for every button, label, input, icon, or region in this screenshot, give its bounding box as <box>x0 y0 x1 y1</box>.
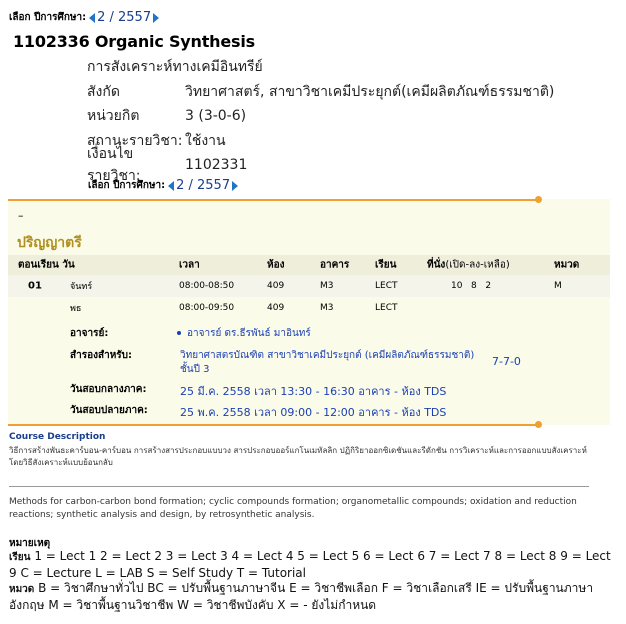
course-description-title: Course Description <box>9 432 106 442</box>
info-row-credits <box>87 104 554 129</box>
table-header <box>8 255 610 275</box>
header-section-day: ตอนเรียน วัน <box>18 259 75 271</box>
semester-selector-top <box>9 10 159 25</box>
instructor-link[interactable] <box>177 326 311 341</box>
midterm-row <box>0 382 626 398</box>
row-time: 08:00-09:50 <box>179 303 235 313</box>
row-building: M3 <box>320 281 334 291</box>
next-semester-arrow-icon[interactable] <box>232 181 238 191</box>
schedule-table <box>8 255 610 319</box>
bullet-icon <box>177 331 181 335</box>
instructor-row <box>0 326 626 340</box>
row-building: M3 <box>320 303 334 313</box>
header-seats <box>427 258 510 273</box>
instructor-name: อาจารย์ ดร.ธีรพันธ์ มาอินทร์ <box>187 328 311 339</box>
info-key: สังกัด <box>87 83 120 100</box>
degree-label: ปริญญาตรี <box>17 235 82 251</box>
course-title: 1102336 Organic Synthesis <box>13 32 255 51</box>
row-seats: 10 8 2 <box>451 281 492 291</box>
notes-study-text: 1 = Lect 1 2 = Lect 2 3 = Lect 3 4 = Lect 4 5 = Lect 5 6 = Lect 6 7 = Lect 7 8 = Lect 8 9 = Lect 9 C = Lecture L = LAB S = Self Study T = Tutorial <box>9 549 611 580</box>
midterm-label: วันสอบกลางภาค: <box>70 384 147 395</box>
row-type: LECT <box>375 303 398 313</box>
divider-bottom <box>8 424 538 426</box>
row-room: 409 <box>267 303 285 313</box>
reserved-row <box>0 348 626 378</box>
instructor-label: อาจารย์: <box>70 328 109 339</box>
row-time: 08:00-08:50 <box>179 281 235 291</box>
header-time: เวลา <box>179 259 200 271</box>
info-key: เงื่อนไขรายวิชา: <box>87 146 141 185</box>
semester-value: 2 / 2557 <box>97 10 152 25</box>
row-day: จันทร์ <box>70 282 93 292</box>
header-seats-label: ที่นั่ง <box>427 259 446 271</box>
semester-value: 2 / 2557 <box>176 178 231 193</box>
semester-label: เลือก ปีการศึกษา: <box>88 180 166 191</box>
header-room: ห้อง <box>267 259 285 271</box>
notes-title: หมายเหตุ <box>9 538 51 549</box>
header-building: อาคาร <box>320 259 350 271</box>
prev-semester-arrow-icon[interactable] <box>89 13 95 23</box>
course-description-english: Methods for carbon-carbon bond formation; cyclic compounds formation; organometallic compounds; oxidation and reduction reactions; synthetic analysis and design, by retrosynthetic analysis. <box>9 497 577 520</box>
info-key: สถานะรายวิชา: <box>87 132 183 149</box>
notes-category-text: B = วิชาศึกษาทั่วไป BC = ปรับพื้นฐานภาษาจีน E = วิชาชีพเลือก F = วิชาเลือกเสรี IE = ปรับพื้นฐานภาษาอังกฤษ M = วิชาพื้นฐานวิชาชีพ W = วิชาชีพบังคับ X = - ยังไม่กำหนด <box>9 581 594 612</box>
table-row <box>8 275 610 297</box>
info-row-prerequisite <box>87 146 554 185</box>
reserved-year: ชั้นปี 3 <box>180 364 210 375</box>
row-type: LECT <box>375 281 398 291</box>
row-section: 01 <box>28 280 42 292</box>
reserved-count: 7-7-0 <box>492 355 521 368</box>
info-key: หน่วยกิต <box>87 108 140 125</box>
next-semester-arrow-icon[interactable] <box>153 13 159 23</box>
notes-category-label: หมวด <box>9 584 35 595</box>
info-value: 3 (3-0-6) <box>185 108 247 125</box>
info-row-thai-name <box>87 55 554 80</box>
row-room: 409 <box>267 281 285 291</box>
reserved-label: สำรองสำหรับ: <box>70 350 133 361</box>
divider-dot-icon <box>535 196 542 203</box>
header-category: หมวด <box>554 259 580 271</box>
table-row <box>8 297 610 319</box>
notes-body <box>9 549 614 613</box>
info-row-faculty <box>87 80 554 105</box>
final-label: วันสอบปลายภาค: <box>70 405 148 416</box>
divider-top <box>8 199 538 201</box>
info-value: 1102331 <box>185 157 248 174</box>
divider-dot-icon <box>535 421 542 428</box>
semester-selector-bottom <box>88 178 238 193</box>
description-divider <box>9 486 589 487</box>
prev-semester-arrow-icon[interactable] <box>168 181 174 191</box>
course-thai-name: การสังเคราะห์ทางเคมีอินทรีย์ <box>87 59 263 76</box>
notes-category <box>9 581 614 613</box>
row-day: พธ <box>70 304 82 314</box>
midterm-value: 25 มี.ค. 2558 เวลา 13:30 - 16:30 อาคาร - ห้อง TDS <box>180 385 447 398</box>
header-type: เรียน <box>375 259 397 271</box>
course-description-thai: วิธีการสร้างพันธะคาร์บอน-คาร์บอน การสร้างสารประกอบแบบวง สารประกอบออร์แกโนเมทัลลิก ปฏิกิริยาออกซิเดชันและรีดักชัน การวิเคราะห์และการออกแบบสังเคราะห์โดยวิธีสังเคราะห์แบบย้อนกลับ <box>9 446 587 467</box>
header-seats-sub: (เปิด-ลง-เหลือ) <box>445 259 510 271</box>
section-dash: – <box>18 209 24 222</box>
info-value: วิทยาศาสตร์, สาขาวิชาเคมีประยุกต์(เคมีผลิตภัณฑ์ธรรมชาติ) <box>185 83 555 100</box>
final-value: 25 พ.ค. 2558 เวลา 09:00 - 12:00 อาคาร - ห้อง TDS <box>180 406 447 419</box>
reserved-program: วิทยาศาสตรบัณฑิต สาขาวิชาเคมีประยุกต์ (เคมีผลิตภัณฑ์ธรรมชาติ) <box>180 350 475 361</box>
notes-study-label: เรียน <box>9 552 31 563</box>
course-info <box>87 55 555 185</box>
semester-label: เลือก ปีการศึกษา: <box>9 12 87 23</box>
notes-study <box>9 549 614 581</box>
final-row <box>0 403 626 419</box>
row-category: M <box>554 281 562 291</box>
info-value: ใช้งาน <box>185 132 226 149</box>
